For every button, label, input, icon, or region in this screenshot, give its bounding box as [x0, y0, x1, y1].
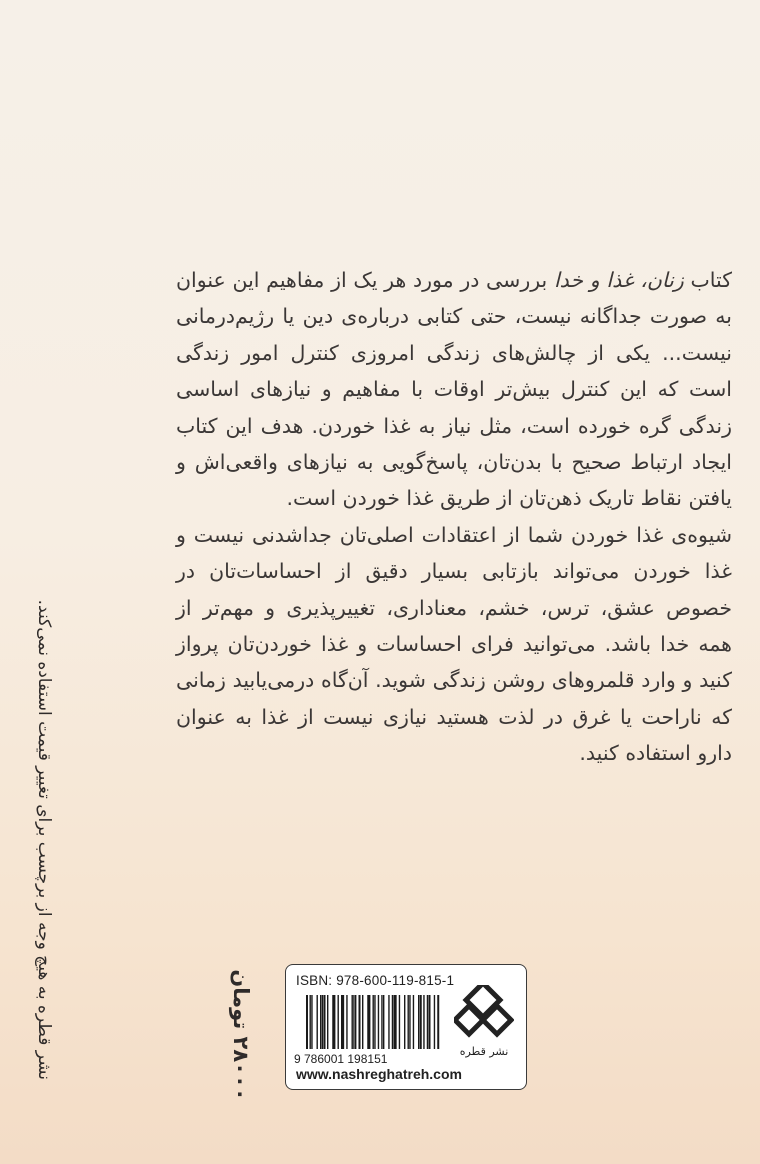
barcode-bar [373, 995, 374, 1049]
barcode-bar [374, 995, 375, 1049]
barcode-bar [306, 995, 308, 1049]
barcode-bar [367, 995, 369, 1049]
barcode-bar [352, 995, 353, 1049]
barcode-bar [346, 995, 347, 1049]
barcode-bar [394, 995, 396, 1049]
barcode-bar [388, 995, 389, 1049]
svg-text:9 786001 198151: 9 786001 198151 [294, 1052, 388, 1065]
barcode-bar [404, 995, 405, 1049]
barcode-bar [423, 995, 424, 1049]
publisher-website: www.nashreghatreh.com [296, 1066, 462, 1082]
barcode-bar [427, 995, 428, 1049]
barcode-bar [353, 995, 354, 1049]
barcode-bar [334, 995, 335, 1049]
barcode-bar [341, 995, 343, 1049]
blurb-paragraph-1-text: بررسی در مورد هر یک از مفاهیم این عنوان به صورت جداگانه نیست، حتی کتابی درباره‌ی دین یا رژیم‌درمانی نیست... یکی از چالش‌های زندگی امروزی کنترل امور زندگی است که این کنترل بیش‌تر اوقات با مفاهیم و نیازهای اساسی زندگی گره خورده است، مثل نیاز به غذا خوردن. هدف این کتاب ایجاد ارتباط صحیح با بدن‌تان، پاسخ‌گویی به نیازهای واقعی‌اش و یافتن نقاط تاریک ذهن‌تان از طریق غذا خوردن است. [176, 268, 732, 511]
barcode-bar [420, 995, 422, 1049]
price-label: ۲۸۰۰۰ تومان [229, 969, 253, 1101]
barcode-bar [320, 995, 321, 1049]
publisher-name: نشر قطره [459, 1045, 509, 1058]
barcode-bar [383, 995, 384, 1049]
barcode-bar [324, 995, 326, 1049]
qatreh-logo-icon [454, 985, 514, 1043]
barcode-bar [378, 995, 379, 1049]
blurb-paragraph-2: شیوه‌ی غذا خوردن شما از اعتقادات اصلی‌تان جداشدنی نیست و غذا خوردن می‌تواند بازتابی بسیار دقیق از احساسات‌تان در خصوص عشق، ترس، خشم، معناداری، تغییرپذیری و مهم‌تر از همه خدا باشد. می‌توانید فرای احساسات و غذا خوردن‌تان پرواز کنید و وارد قلمروهای روشن زندگی شوید. آن‌گاه درمی‌یابید زمانی که ناراحت یا غرق در لذت هستید نیازی نیست از غذا به عنوان دارو استفاده کنید. [176, 522, 732, 766]
barcode-bar [413, 995, 414, 1049]
barcode-bar [369, 995, 370, 1049]
barcode-bar [327, 995, 328, 1049]
book-title: زنان، غذا و خدا [553, 268, 684, 292]
barcode-bar [395, 995, 396, 1049]
blurb-intro: کتاب [683, 268, 732, 292]
barcode-bar [434, 995, 435, 1049]
barcode-bar [399, 995, 400, 1049]
barcode-bar [338, 995, 339, 1049]
isbn-barcode-box [285, 964, 527, 1090]
barcode-bar [409, 995, 410, 1049]
barcode-bar [343, 995, 344, 1049]
barcode-bar [362, 995, 363, 1049]
barcode-bar [429, 995, 431, 1049]
barcode-bar [381, 995, 382, 1049]
back-cover-blurb [176, 262, 732, 772]
barcode-bar [317, 995, 318, 1049]
barcode-bar [332, 995, 334, 1049]
barcode-bar [311, 995, 312, 1049]
isbn-number: ISBN: 978-600-119-815-1 [296, 973, 455, 988]
price-sticker-notice: نشر قطره به هیچ وجه از برچسب برای تغییر قیمت استفاده نمی‌کند. [34, 599, 54, 1080]
barcode-bar [355, 995, 356, 1049]
barcode-bar [392, 995, 393, 1049]
barcode-bar [437, 995, 439, 1049]
barcode-bar [359, 995, 361, 1049]
barcode-bar [408, 995, 409, 1049]
barcode-bar [418, 995, 419, 1049]
barcode-bar [310, 995, 311, 1049]
barcode-bar [322, 995, 323, 1049]
blurb-paragraph-1 [176, 262, 732, 517]
barcode-icon [294, 993, 444, 1065]
